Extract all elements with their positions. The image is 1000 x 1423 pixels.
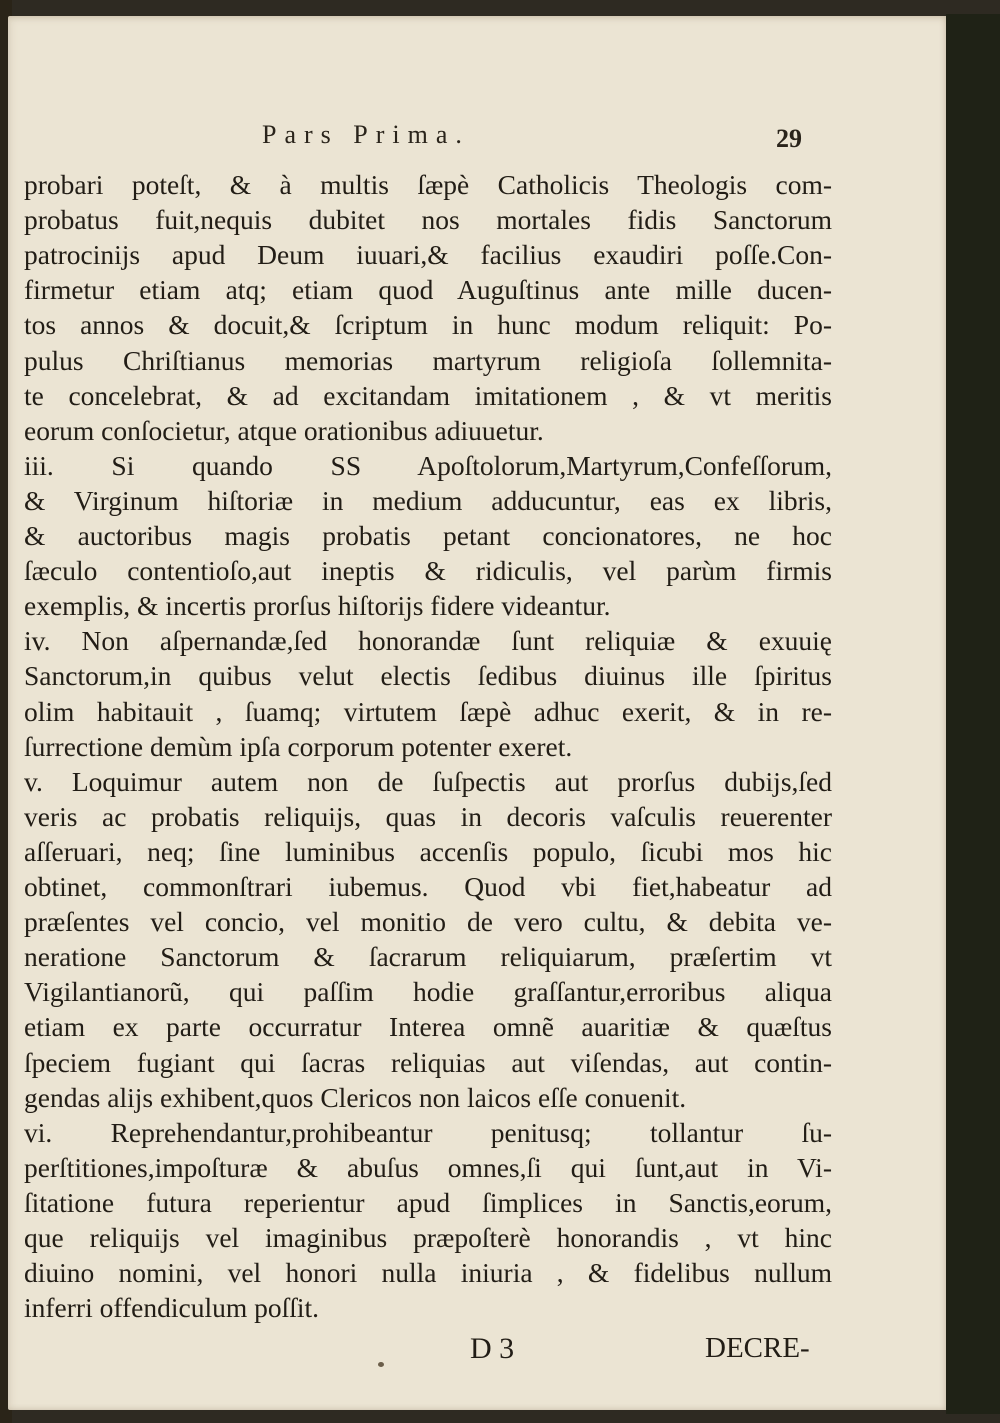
text-line: diuino nomini, vel honori nulla iniuria , & fidelibus nullum (24, 1257, 832, 1289)
text-line: gendas alijs exhibent,quos Clericos non laicos eſſe conuenit. (24, 1081, 687, 1113)
text-line: probatus fuit,nequis dubitet nos mortales fidis Sanctorum (24, 204, 832, 236)
ink-speck (378, 1362, 384, 1367)
text-line: iv. Non aſpernandæ,ſed honorandæ ſunt reliquiæ & exuuię (24, 625, 832, 657)
text-line: vi. Reprehendantur,prohibeantur penitusq; tollantur ſu- (24, 1116, 832, 1148)
text-line: iii. Si quando SS Apoſtolorum,Martyrum,Confeſſorum, (24, 449, 832, 481)
text-line: aſſeruari, neq; ſine luminibus accenſis populo, ſicubi mos hic (24, 835, 832, 867)
text-line: ſitatione futura reperientur apud ſimplices in Sanctis,eorum, (24, 1186, 832, 1218)
page-edge-shadow (946, 14, 1000, 1414)
text-line: ſurrectione demùm ipſa corporum potenter exeret. (24, 730, 573, 762)
text-line: patrocinijs apud Deum iuuari,& facilius exaudiri poſſe.Con- (24, 239, 832, 271)
text-line: ſæculo contentioſo,aut ineptis & ridiculis, vel parùm firmis (24, 555, 832, 587)
page-number: 29 (776, 124, 802, 153)
text-line: præſentes vel concio, vel monitio de vero cultu, & debita ve- (24, 906, 832, 938)
text-line: olim habitauit , ſuamq; virtutem ſæpè adhuc exerit, & in re- (24, 695, 832, 727)
text-line: que reliquijs vel imaginibus præpoſterè honorandis , vt hinc (24, 1222, 832, 1253)
text-line: & auctoribus magis probatis petant concionatores, ne hoc (24, 520, 832, 551)
text-line: neratione Sanctorum & ſacrarum reliquiarum, præſertim vt (24, 941, 832, 973)
text-line: & Virginum hiſtoriæ in medium adducuntur, eas ex libris, (24, 484, 832, 516)
text-line: Sanctorum,in quibus velut electis ſedibus diuinus ille ſpiritus (24, 660, 832, 692)
text-line: Vigilantianorũ, qui paſſim hodie graſſantur,erroribus aliqua (24, 976, 832, 1008)
text-line: perſtitiones,impoſturæ & abuſus omnes,ſi qui ſunt,aut in Vi- (24, 1151, 832, 1183)
text-line: pulus Chriſtianus memorias martyrum religioſa ſollemnita- (24, 344, 832, 376)
text-line: probari poteſt, & à multis ſæpè Catholicis Theologis com- (24, 169, 832, 200)
text-line: etiam ex parte occurratur Interea omnẽ auaritiæ & quæſtus (24, 1011, 832, 1043)
text-line: exemplis, & incertis prorſus hiſtorijs fidere videantur. (24, 590, 611, 622)
catchword: DECRE- (705, 1332, 810, 1364)
text-line: veris ac probatis reliquijs, quas in decoris vaſculis reuerenter (24, 800, 832, 832)
text-line: inferri offendiculum poſſit. (24, 1292, 320, 1324)
signature-mark: D 3 (470, 1332, 515, 1365)
text-line: firmetur etiam atq; etiam quod Auguſtinus ante mille ducen- (24, 274, 832, 306)
text-line: v. Loquimur autem non de ſuſpectis aut prorſus dubijs,ſed (24, 765, 832, 797)
text-line: obtinet, commonſtrari iubemus. Quod vbi fiet,habeatur ad (24, 871, 832, 902)
text-line: tos annos & docuit,& ſcriptum in hunc modum reliquit: Po- (24, 309, 832, 341)
text-line: ſpeciem fugiant qui ſacras reliquias aut viſendas, aut contin- (24, 1046, 832, 1078)
text-line: te concelebrat, & ad excitandam imitationem , & vt meritis (24, 379, 832, 411)
text-line: eorum conſocietur, atque orationibus adiuuetur. (24, 414, 544, 446)
running-head: Pars Prima. (262, 120, 470, 149)
